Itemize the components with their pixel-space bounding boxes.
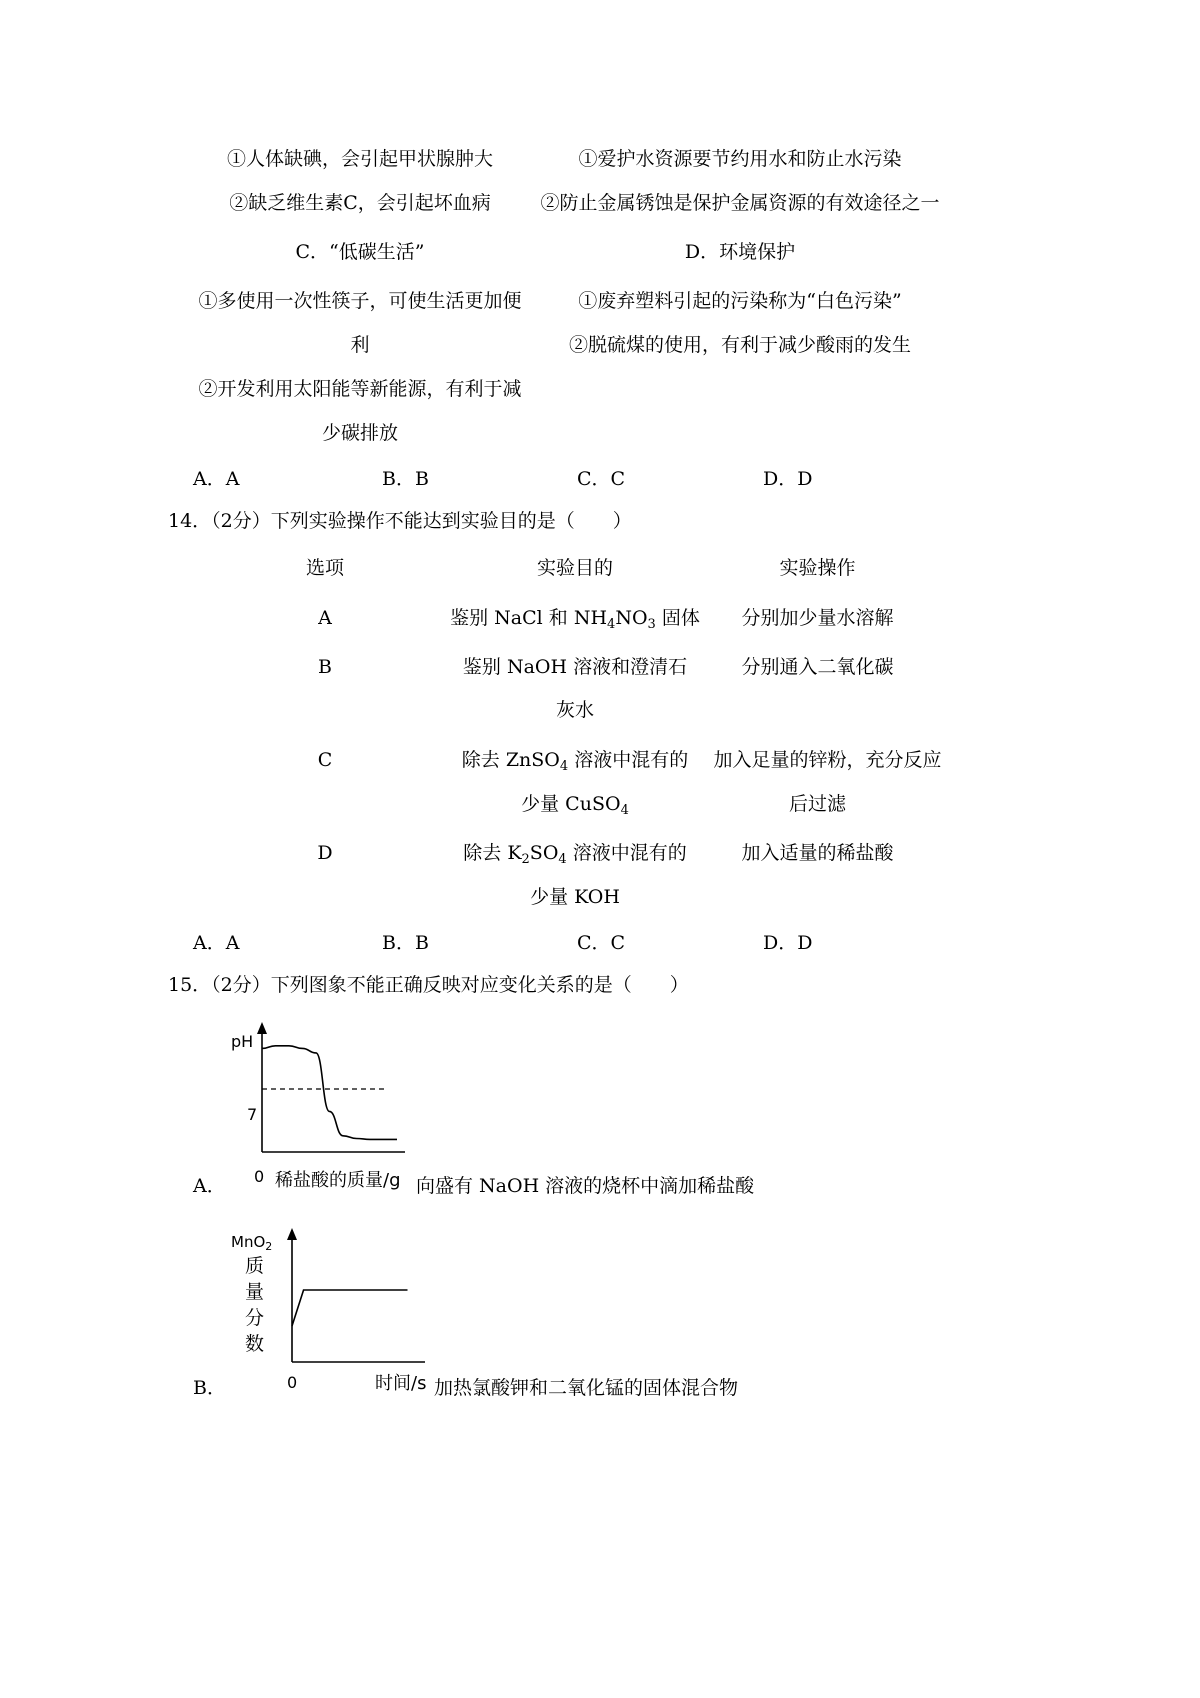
mno2-chart-y-arrow bbox=[287, 1228, 297, 1240]
q14-stem: 14．（2分）下列实验操作不能达到实验目的是（ ） bbox=[168, 510, 632, 532]
q13-header-d: D．环境保护 bbox=[684, 241, 796, 263]
q14-row-d-purpose-line2: 少量 KOH bbox=[530, 886, 620, 908]
q15-stem: 15．（2分）下列图象不能正确反映对应变化关系的是（ ） bbox=[168, 974, 689, 996]
ph-chart-ylabel: pH bbox=[231, 1032, 254, 1051]
q14-row-c-key: C bbox=[317, 749, 333, 771]
q14-row-b-purpose-line1: 鉴别 NaOH 溶液和澄清石 bbox=[462, 656, 688, 678]
mno2-chart-xlabel: 时间/s bbox=[375, 1373, 427, 1394]
q13-cell-b-line1: ①爱护水资源要节约用水和防止水污染 bbox=[578, 148, 902, 170]
q14-row-c-purpose-line2: 少量 CuSO$_4$ bbox=[521, 793, 629, 818]
ph-chart-origin: 0 bbox=[254, 1167, 265, 1186]
mno2-chart bbox=[225, 1222, 440, 1397]
q13-cell-a-line2: ②缺乏维生素C，会引起坏血病 bbox=[229, 192, 491, 214]
q13-header-c: C．“低碳生活” bbox=[295, 241, 425, 263]
q14-header-key: 选项 bbox=[305, 557, 344, 579]
q13-cell-c-line4: 少碳排放 bbox=[321, 422, 398, 444]
mno2-chart-curve bbox=[292, 1290, 408, 1326]
q14-row-c-purpose-line1: 除去 ZnSO$_4$ 溶液中混有的 bbox=[461, 749, 689, 774]
q13-cell-d-line2: ②脱硫煤的使用，有利于减少酸雨的发生 bbox=[568, 334, 911, 356]
ph-chart bbox=[225, 1020, 420, 1190]
q14-row-d-key: D bbox=[317, 842, 333, 864]
q14-row-c-operation-line1: 加入足量的锌粉，充分反应 bbox=[713, 749, 942, 771]
q14-header-operation: 实验操作 bbox=[779, 557, 856, 579]
q13-cell-b-line2: ②防止金属锈蚀是保护金属资源的有效途径之一 bbox=[540, 192, 940, 214]
q14-row-b-purpose-line2: 灰水 bbox=[555, 699, 594, 721]
q13-cell-c-line3: ②开发利用太阳能等新能源，有利于减 bbox=[198, 378, 522, 400]
q13-option-a[interactable]: A．A bbox=[193, 468, 240, 490]
q14-header-purpose: 实验目的 bbox=[536, 557, 613, 579]
mno2-chart-ylabel-formula: MnO$_2$ bbox=[231, 1233, 273, 1253]
q14-option-b[interactable]: B．B bbox=[382, 932, 429, 954]
q13-cell-c-line2: 利 bbox=[350, 334, 370, 356]
q14-option-d[interactable]: D．D bbox=[763, 932, 813, 954]
q13-option-c[interactable]: C．C bbox=[577, 468, 626, 490]
ph-chart-ref-label: 7 bbox=[247, 1105, 258, 1124]
ph-chart-xlabel: 稀盐酸的质量/g bbox=[275, 1170, 401, 1190]
q14-option-a[interactable]: A．A bbox=[193, 932, 240, 954]
q14-row-c-operation-line2: 后过滤 bbox=[788, 793, 846, 815]
q14-row-b-key: B bbox=[318, 656, 332, 678]
mno2-chart-ylabel-char1: 质 bbox=[245, 1255, 265, 1277]
mno2-chart-ylabel-char3: 分 bbox=[245, 1307, 265, 1329]
ph-chart-curve bbox=[262, 1046, 397, 1140]
q14-row-b-operation: 分别通入二氧化碳 bbox=[741, 656, 894, 678]
q13-option-d[interactable]: D．D bbox=[763, 468, 813, 490]
mno2-chart-ylabel-char2: 量 bbox=[245, 1281, 265, 1303]
q13-cell-c-line1: ①多使用一次性筷子，可使生活更加便 bbox=[198, 290, 522, 312]
q15-option-b-label[interactable]: B． bbox=[193, 1377, 226, 1399]
q14-row-d-operation: 加入适量的稀盐酸 bbox=[741, 842, 894, 864]
q14-option-c[interactable]: C．C bbox=[577, 932, 626, 954]
mno2-chart-ylabel-char4: 数 bbox=[245, 1333, 265, 1355]
q13-cell-d-line1: ①废弃塑料引起的污染称为“白色污染” bbox=[578, 290, 902, 312]
q15-option-a-label[interactable]: A． bbox=[193, 1175, 226, 1197]
mno2-chart-origin: 0 bbox=[287, 1373, 298, 1392]
q13-cell-a-line1: ①人体缺碘，会引起甲状腺肿大 bbox=[226, 148, 493, 170]
q13-option-b[interactable]: B．B bbox=[382, 468, 429, 490]
q14-row-a-operation: 分别加少量水溶解 bbox=[741, 607, 894, 629]
ph-chart-y-arrow bbox=[257, 1022, 267, 1034]
q14-row-a-purpose: 鉴别 NaCl 和 $NH_4NO_3$ 固体 bbox=[450, 607, 700, 632]
q14-row-d-purpose-line1: 除去 $K_2SO_4$ 溶液中混有的 bbox=[463, 842, 687, 867]
q15-option-a-desc: 向盛有 NaOH 溶液的烧杯中滴加稀盐酸 bbox=[416, 1175, 755, 1197]
q14-row-a-key: A bbox=[318, 607, 332, 629]
q15-option-b-desc: 加热氯酸钾和二氧化锰的固体混合物 bbox=[434, 1377, 739, 1399]
